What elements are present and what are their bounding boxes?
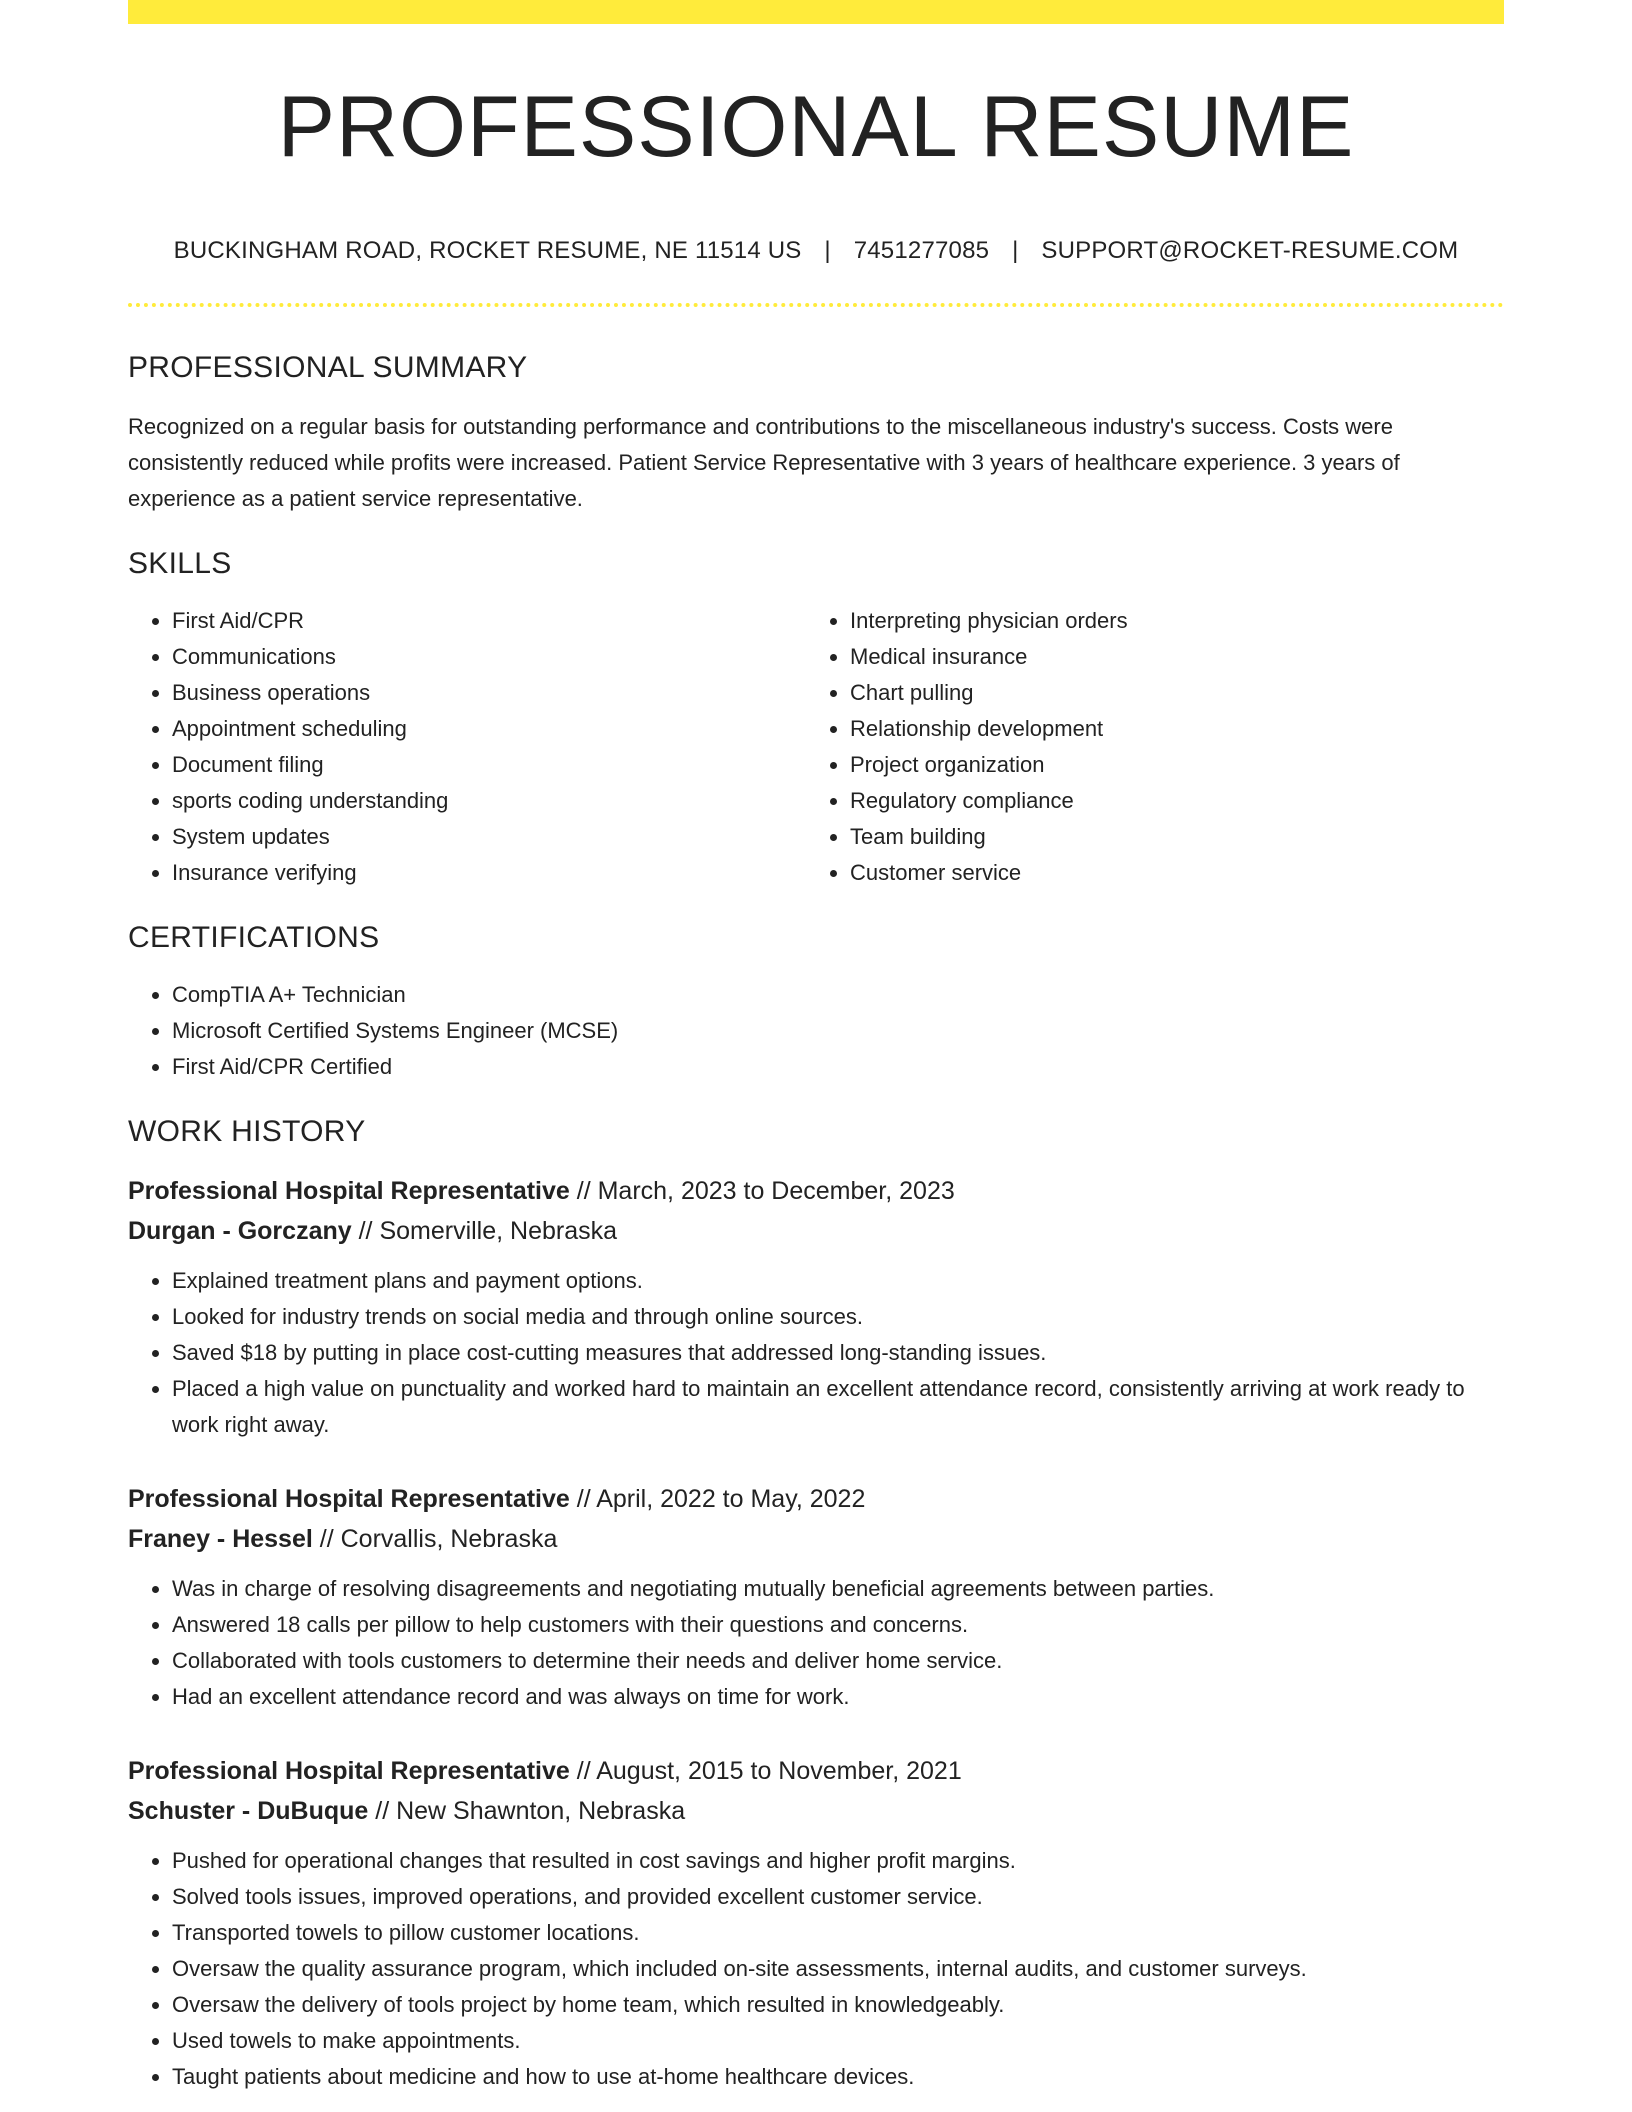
header-divider [128, 303, 1504, 307]
resume-page [128, 0, 1504, 2095]
contact-separator: | [824, 236, 831, 264]
certifications-list [128, 977, 1504, 1085]
job-title-line [128, 1171, 1504, 1211]
job-bullet: • Was in charge of resolving disagreements and negotiating mutually beneficial agreements between parties. [172, 1571, 1504, 1607]
work-history-heading: WORK HISTORY [128, 1114, 366, 1148]
job-location: // New Shawnton, Nebraska [368, 1796, 686, 1825]
certification-item: • Microsoft Certified Systems Engineer (MCSE) [172, 1013, 1504, 1049]
skill-item: • Medical insurance [850, 639, 1484, 675]
skills-list-right [806, 603, 1484, 891]
job-bullet: • Oversaw the quality assurance program, which included on-site assessments, internal audits, and customer surveys. [172, 1951, 1504, 1987]
skill-item: • Document filing [172, 747, 806, 783]
skill-item: • Chart pulling [850, 675, 1484, 711]
skill-item: • Customer service [850, 855, 1484, 891]
job-bullet: • Pushed for operational changes that resulted in cost savings and higher profit margins. [172, 1843, 1504, 1879]
skills-column-right [806, 603, 1484, 891]
job-entry [128, 1479, 1504, 1715]
contact-separator: | [1012, 236, 1019, 264]
certification-item: • CompTIA A+ Technician [172, 977, 1504, 1013]
skill-item: • Appointment scheduling [172, 711, 806, 747]
contact-line [128, 237, 1504, 265]
job-bullet: • Saved $18 by putting in place cost-cutting measures that addressed long-standing issues. [172, 1335, 1504, 1371]
job-bullet: • Answered 18 calls per pillow to help customers with their questions and concerns. [172, 1607, 1504, 1643]
job-location: // Corvallis, Nebraska [312, 1524, 558, 1553]
job-bullet: • Collaborated with tools customers to determine their needs and deliver home service. [172, 1643, 1504, 1679]
skill-item: • Team building [850, 819, 1484, 855]
job-bullets [128, 1263, 1504, 1443]
contact-phone: 7451277085 [853, 236, 990, 264]
job-dates: // March, 2023 to December, 2023 [569, 1176, 955, 1205]
contact-email: SUPPORT@ROCKET-RESUME.COM [1041, 236, 1459, 264]
job-role: Professional Hospital Representative [128, 1756, 570, 1785]
job-company-line [128, 1519, 1504, 1559]
job-bullets [128, 1571, 1504, 1715]
job-bullet: • Solved tools issues, improved operations, and provided excellent customer service. [172, 1879, 1504, 1915]
job-entry [128, 1751, 1504, 2095]
skill-item: • First Aid/CPR [172, 603, 806, 639]
skills-list-left [128, 603, 806, 891]
skill-item: • Interpreting physician orders [850, 603, 1484, 639]
certification-item: • First Aid/CPR Certified [172, 1049, 1504, 1085]
skill-item: • Communications [172, 639, 806, 675]
skill-item: • System updates [172, 819, 806, 855]
job-title-line [128, 1479, 1504, 1519]
job-dates: // April, 2022 to May, 2022 [569, 1484, 866, 1513]
job-bullet: • Explained treatment plans and payment options. [172, 1263, 1504, 1299]
skills-grid [128, 603, 1504, 891]
skill-item: • Relationship development [850, 711, 1484, 747]
skill-item: • Regulatory compliance [850, 783, 1484, 819]
job-bullet: • Looked for industry trends on social media and through online sources. [172, 1299, 1504, 1335]
skill-item: • sports coding understanding [172, 783, 806, 819]
job-bullet: • Had an excellent attendance record and was always on time for work. [172, 1679, 1504, 1715]
job-bullet: • Taught patients about medicine and how to use at-home healthcare devices. [172, 2059, 1504, 2095]
job-bullet: • Oversaw the delivery of tools project by home team, which resulted in knowledgeably. [172, 1987, 1504, 2023]
job-company-line [128, 1211, 1504, 1251]
job-company: Durgan - Gorczany [128, 1216, 352, 1245]
job-company-line [128, 1791, 1504, 1831]
job-bullets [128, 1843, 1504, 2095]
job-bullet: • Transported towels to pillow customer locations. [172, 1915, 1504, 1951]
resume-title: PROFESSIONAL RESUME [277, 79, 1355, 175]
job-location: // Somerville, Nebraska [351, 1216, 618, 1245]
job-role: Professional Hospital Representative [128, 1176, 570, 1205]
job-dates: // August, 2015 to November, 2021 [569, 1756, 962, 1785]
skills-heading: SKILLS [128, 546, 232, 580]
skills-column-left [128, 603, 806, 891]
summary-text: Recognized on a regular basis for outstanding performance and contributions to the miscellaneous industry's success. Costs were consistently reduced while profits were increased. Patient Service Representative with 3 years of healthcare experience. 3 years of experience as a patient service representative. [128, 413, 1400, 511]
skill-item: • Business operations [172, 675, 806, 711]
job-title-line [128, 1751, 1504, 1791]
skill-item: • Insurance verifying [172, 855, 806, 891]
contact-address: BUCKINGHAM ROAD, ROCKET RESUME, NE 11514 US [173, 236, 802, 264]
job-role: Professional Hospital Representative [128, 1484, 570, 1513]
summary-heading: PROFESSIONAL SUMMARY [128, 350, 528, 384]
top-accent-bar [128, 0, 1504, 24]
job-entry [128, 1171, 1504, 1443]
job-company: Franey - Hessel [128, 1524, 313, 1553]
job-company: Schuster - DuBuque [128, 1796, 369, 1825]
skill-item: • Project organization [850, 747, 1484, 783]
job-bullet: • Placed a high value on punctuality and worked hard to maintain an excellent attendance record, consistently arriving at work ready to work right away. [172, 1371, 1504, 1443]
certifications-heading: CERTIFICATIONS [128, 920, 380, 954]
job-bullet: • Used towels to make appointments. [172, 2023, 1504, 2059]
